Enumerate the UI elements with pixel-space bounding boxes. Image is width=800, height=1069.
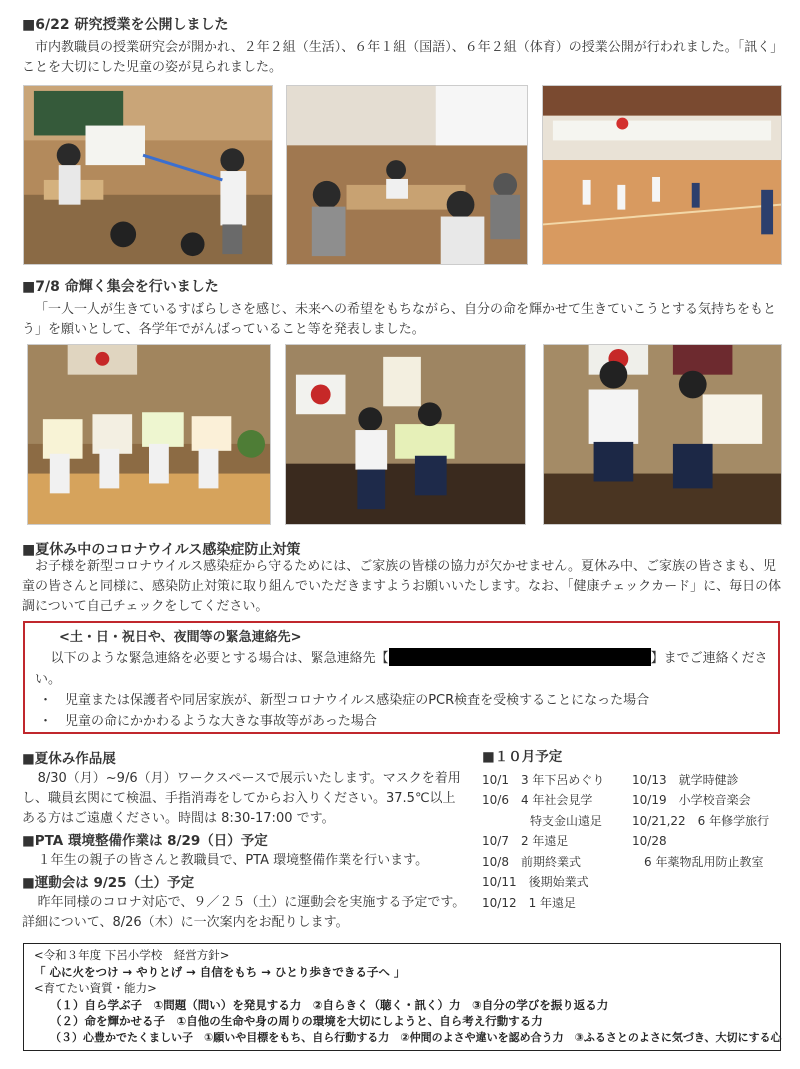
pta-title: ■PTA 環境整備作業は 8/29（日）予定 — [22, 833, 268, 849]
event-item: 10/7 2 年遠足 — [482, 834, 569, 848]
emergency-body: 以下のような緊急連絡を必要とする場合は、緊急連絡先【 】までご連絡ください。 — [35, 648, 768, 690]
section-body-research-lesson: 市内教職員の授業研究会が開かれ、２年２組（生活）、６年１組（国語）、６年２組（体育）の授業公開が行われました。「訊く」ことを大切にした児童の姿が見られました。 — [22, 40, 777, 75]
emergency-title: <土・日・祝日や、夜間等の緊急連絡先> — [59, 630, 302, 645]
pta-body: １年生の親子の皆さんと教職員で、PTA 環境整備作業を行います。 — [37, 853, 429, 868]
section-body-life-assembly: 「一人一人が生きているすばらしさを感じ、未来への希望をもちながら、自分の命を輝かせて生きていこうとする気持ちをもとう」を願いとして、各学年でがんばっていること等を発表しました。 — [22, 302, 777, 337]
event-item: 10/21,22 6 年修学旅行 — [632, 813, 770, 828]
october-events-col1 — [482, 770, 632, 914]
management-policy-box — [23, 943, 781, 1051]
summer-works-body: 8/30（月）~9/6（月）ワークスペースで展示いたします。マスクを着用し、職員玄関にて検温、手指消毒をしてからお入りください。37.5℃以上ある方はご遠慮ください。時間は 8:30-17:00 です。 — [22, 771, 461, 826]
sports-day-body: 昨年同様のコロナ対応で、９／２５（土）に運動会を実施する予定です。詳細について、8/26（木）に一次案内をお配りします。 — [22, 895, 466, 930]
summer-works-title: ■夏休み作品展 — [22, 751, 116, 767]
policy-qualities-heading: <育てたい資質・能力> — [34, 981, 157, 995]
emergency-bullet-pcr: ・ 児童または保護者や同居家族が、新型コロナウイルス感染症のPCR検査を受検することになった場合 — [39, 693, 650, 708]
photo-gymnasium-class — [542, 85, 782, 265]
emergency-contact-box — [23, 621, 780, 734]
event-item: 10/19 小学校音楽会 — [632, 793, 751, 807]
event-item: 6 年薬物乱用防止教室 — [632, 854, 764, 869]
october-title: ■１０月予定 — [482, 749, 563, 765]
section-title-covid-measures: ■夏休み中のコロナウイルス感染症防止対策 — [22, 542, 301, 558]
photo-assembly-speakers — [285, 344, 526, 525]
photo-assembly-two-students — [543, 344, 782, 525]
event-item: 10/12 1 年遠足 — [482, 895, 577, 910]
october-events-col2 — [632, 770, 782, 914]
photo-classroom-presentation — [23, 85, 273, 265]
event-item: 10/6 4 年社会見学 — [482, 793, 593, 807]
event-item: 10/8 前期終業式 — [482, 854, 581, 869]
policy-item-3: （３）心豊かでたくましい子 ①願いや目標をもち、自ら行動する力 ②仲間のよさや違いを認め合う力 ③ふるさとのよさに気づき、大切にする心 — [50, 1030, 782, 1044]
event-item: 10/11 後期始業式 — [482, 875, 589, 889]
event-item: 10/1 3 年下呂めぐり — [482, 772, 605, 787]
policy-item-1: （１）自ら学ぶ子 ①問題（問い）を発見する力 ②自らきく（聴く・訊く）力 ③自分の学びを振り返る力 — [50, 997, 609, 1012]
photo-classroom-group — [286, 85, 528, 265]
october-schedule — [482, 747, 782, 913]
policy-motto: 「 心に火をつけ → やりとげ → 自信をもち → ひとり歩きできる子へ 」 — [34, 964, 406, 979]
october-events — [482, 770, 782, 914]
event-item: 特支金山遠足 — [482, 813, 603, 828]
event-item: 10/28 — [632, 834, 667, 848]
event-item: 10/13 就学時健診 — [632, 772, 739, 787]
section-title-research-lesson: ■6/22 研究授業を公開しました — [22, 17, 229, 33]
emergency-bullet-accident: ・ 児童の命にかかわるような大きな事故等があった場合 — [39, 714, 377, 729]
redacted-contact — [389, 648, 651, 666]
section-body-covid-measures: お子様を新型コロナウイルス感染症から守るためには、ご家族の皆様の協力が欠かせません。夏休み中、ご家族の皆さまも、児童の皆さんと同様に、感染防止対策に取り組んでいただきますようお願いいたします。なお、「健康チェックカード」に、毎日の体調について自己チェックをしてください。 — [22, 559, 782, 614]
section-title-life-assembly: ■7/8 命輝く集会を行いました — [22, 279, 219, 295]
sports-day-title: ■運動会は 9/25（土）予定 — [22, 875, 195, 891]
policy-item-2: （２）命を輝かせる子 ①自他の生命や身の周りの環境を大切にしようと、自ら考え行動する力 — [50, 1014, 543, 1028]
photo-assembly-stage-posters — [27, 344, 271, 525]
policy-heading: <令和３年度 下呂小学校 経営方針> — [34, 948, 230, 962]
left-column-notices — [22, 747, 468, 933]
